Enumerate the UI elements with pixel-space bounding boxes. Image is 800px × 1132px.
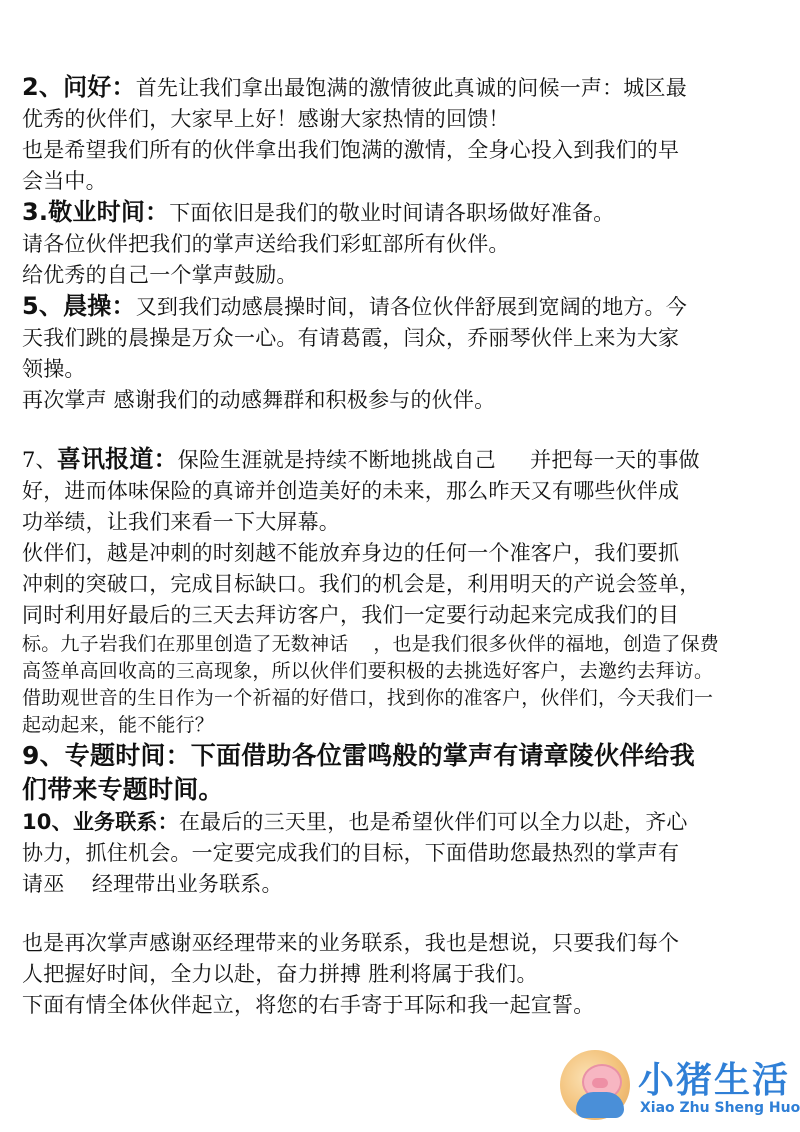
news-heading: 喜讯报道： — [56, 445, 178, 473]
news-line-7: 标。九子岩我们在那里创造了无数神话 ，也是我们很多伙伴的福地，创造了保费 — [22, 633, 719, 655]
pig-body-shape — [576, 1092, 624, 1118]
business-line-1 — [22, 807, 762, 838]
news-heading-number: 7、 — [22, 448, 57, 472]
topic-line-1: 9、专题时间：下面借助各位雷鸣般的掌声有请章陵伙伴给我 — [22, 741, 695, 770]
greeting-text: 首先让我们拿出最饱满的激情彼此真诚的问候一声：城区最 — [135, 76, 687, 100]
spacer — [22, 900, 762, 928]
news-line-4: 伙伴们，越是冲刺的时刻越不能放弃身边的任何一个准客户，我们要抓 — [22, 541, 680, 565]
news-line-5: 冲刺的突破口，完成目标缺口。我们的机会是，利用明天的产说会签单， — [22, 572, 701, 596]
closing-line-3: 下面有情全体伙伴起立，将您的右手寄于耳际和我一起宣誓。 — [22, 993, 595, 1017]
exercise-line-3: 领操。 — [22, 357, 86, 381]
exercise-text: 又到我们动感晨操时间，请各位伙伴舒展到宽阔的地方。今 — [135, 295, 687, 319]
news-line-3: 功举绩，让我们来看一下大屏幕。 — [22, 510, 340, 534]
greeting-line-1 — [22, 72, 762, 104]
greeting-line-2: 优秀的伙伴们，大家早上好！感谢大家热情的回馈！ — [22, 107, 510, 131]
news-line-9: 借助观世音的生日作为一个祈福的好借口，找到你的准客户，伙伴们，今天我们一 — [22, 687, 714, 709]
news-line-2: 好，进而体味保险的真谛并创造美好的未来，那么昨天又有哪些伙伴成 — [22, 479, 680, 503]
news-line-8: 高签单高回收高的三高现象，所以伙伴们要积极的去挑选好客户，去邀约去拜访。 — [22, 660, 714, 682]
document-body — [22, 72, 762, 1021]
pig-mascot-icon — [560, 1050, 630, 1120]
news-text: 保险生涯就是持续不断地挑战自己 并把每一天的事做 — [177, 448, 700, 472]
news-line-6: 同时利用好最后的三天去拜访客户，我们一定要行动起来完成我们的目 — [22, 603, 680, 627]
exercise-line-1 — [22, 291, 762, 323]
business-heading: 10、业务联系： — [22, 810, 179, 834]
exercise-line-2: 天我们跳的晨操是万众一心。有请葛霞，闫众，乔丽琴伙伴上来为大家 — [22, 326, 680, 350]
spacer — [22, 416, 762, 444]
greeting-line-3: 也是希望我们所有的伙伴拿出我们饱满的激情，全身心投入到我们的早 — [22, 138, 680, 162]
watermark-logo — [556, 1048, 800, 1128]
business-text: 在最后的三天里，也是希望伙伴们可以全力以赴，齐心 — [178, 810, 688, 834]
news-line-1 — [22, 444, 762, 476]
watermark-title: 小猪生活 — [638, 1060, 791, 1101]
pig-snout-shape — [592, 1078, 608, 1088]
news-line-10: 起动起来，能不能行？ — [22, 714, 215, 736]
business-line-2: 协力，抓住机会。一定要完成我们的目标，下面借助您最热烈的掌声有 — [22, 841, 680, 865]
dedication-line-3: 给优秀的自己一个掌声鼓励。 — [22, 263, 298, 287]
dedication-text: 下面依旧是我们的敬业时间请各职场做好准备。 — [169, 201, 615, 225]
closing-line-2: 人把握好时间，全力以赴，奋力拼搏 胜利将属于我们。 — [22, 962, 538, 986]
greeting-heading: 2、问好： — [22, 73, 136, 101]
dedication-line-2: 请各位伙伴把我们的掌声送给我们彩虹部所有伙伴。 — [22, 232, 510, 256]
greeting-line-4: 会当中。 — [22, 169, 107, 193]
topic-line-2: 们带来专题时间。 — [22, 775, 224, 804]
dedication-heading: 3.敬业时间： — [22, 198, 170, 226]
business-line-3: 请巫 经理带出业务联系。 — [22, 872, 283, 896]
watermark-subtitle: Xiao Zhu Sheng Huo — [640, 1100, 800, 1116]
exercise-heading: 5、晨操： — [22, 292, 136, 320]
closing-line-1: 也是再次掌声感谢巫经理带来的业务联系，我也是想说，只要我们每个 — [22, 931, 680, 955]
exercise-line-4: 再次掌声 感谢我们的动感舞群和积极参与的伙伴。 — [22, 388, 496, 412]
dedication-line-1 — [22, 197, 762, 229]
